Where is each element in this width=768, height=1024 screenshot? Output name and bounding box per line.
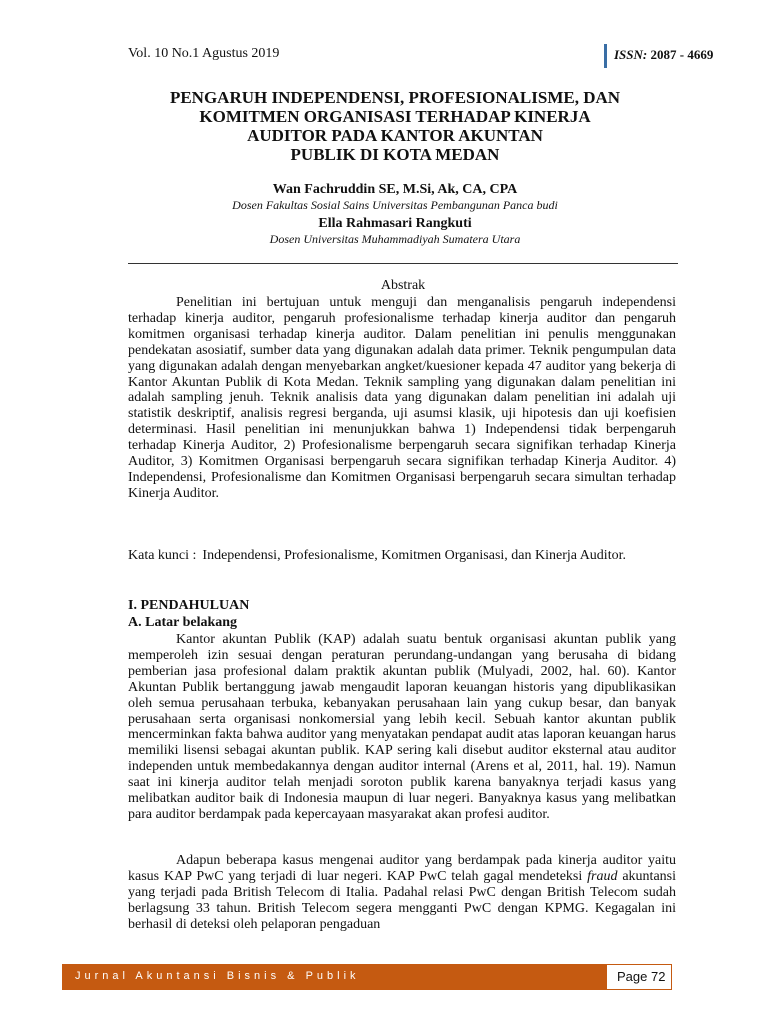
subsection-heading: A. Latar belakang [128, 615, 238, 630]
abstract-heading: Abstrak [380, 278, 426, 293]
emphasis-text: fraud [587, 868, 618, 884]
author-affiliation: Dosen Universitas Muhammadiyah Sumatera Utara [269, 232, 521, 246]
header-divider [604, 44, 607, 68]
section-heading: I. PENDAHULUAN [128, 598, 250, 613]
body-paragraph-1: Kantor akuntan Publik (KAP) adalah suatu bentuk organisasi akuntan publik yang memperoleh izin sesuai dengan peraturan perundang-undangan yang berusaha di bidang pemberian jasa profesional dalam praktik akuntan publik (Mulyadi, 2002, hal. 60). Kantor Akuntan Publik bertanggung jawab mengaudit laporan keuangan historis yang dipublikasikan oleh semua perusahaan terbuka, kebanyakan perusahaan lain yang cukup besar, dan banyak perusahaan serta organisasi nonkomersial yang lebih kecil. Sebuah kantor akuntan publik mencerminkan fakta bahwa auditor yang menyatakan pendapat audit atas laporan keuangan harus memiliki lisensi sebagai akuntan publik. KAP sering kali disebut auditor eksternal atau auditor independen untuk membedakannya dengan auditor internal (Arens et al, 2011, hal. 19). Namun saat ini kinerja auditor telah menjadi soroton publik karena banyaknya terjadi kasus yang melibatkan auditor baik di Indonesia maupun di luar negeri. Banyaknya kasus yang melibatkan para auditor berdampak pada kepercayaan masyarakat akan profesi auditor. [128, 632, 676, 822]
page-number: Page 72 [617, 969, 666, 984]
issn-label: ISSN: [614, 47, 648, 62]
title-line: KOMITMEN ORGANISASI TERHADAP KINERJA [199, 107, 591, 126]
author-block-1 [110, 182, 680, 213]
paper-title [110, 88, 680, 164]
issn-value: 2087 - 4669 [647, 47, 714, 62]
paragraph-text: Adapun beberapa kasus mengenai auditor yang berdampak pada kinerja auditor yaitu kasus KAP PwC yang terjadi di luar negeri. KAP PwC telah gagal mendeteksi [128, 853, 676, 884]
author-block-2 [110, 216, 680, 247]
keywords-label: Kata kunci : [128, 548, 197, 563]
page-number-box [605, 965, 671, 989]
issn [614, 47, 713, 63]
footer-journal-name: Jurnal Akuntansi Bisnis & Publik [75, 970, 360, 982]
author-name: Ella Rahmasari Rangkuti [318, 216, 472, 231]
paragraph-text: akuntansi yang terjadi pada British Telecom di Italia. Padahal relasi PwC dengan British Telecom sudah berlagsung 33 tahun. British Telecom segera mengganti PwC dengan KPMG. Kegagalan ini berhasil di deteksi oleh pelaporan pengaduan [128, 868, 677, 932]
title-line: PUBLIK DI KOTA MEDAN [290, 145, 500, 164]
title-line: PENGARUH INDEPENDENSI, PROFESIONALISME, DAN [169, 88, 621, 107]
author-name: Wan Fachruddin SE, M.Si, Ak, CA, CPA [272, 182, 518, 197]
journal-volume: Vol. 10 No.1 Agustus 2019 [128, 46, 280, 61]
author-affiliation: Dosen Fakultas Sosial Sains Universitas Pembangunan Panca budi [232, 198, 558, 212]
body-paragraph-2 [128, 853, 676, 933]
horizontal-rule [128, 263, 678, 264]
keywords [128, 548, 676, 564]
abstract-text: Penelitian ini bertujuan untuk menguji dan menganalisis pengaruh independensi terhadap kinerja auditor, pengaruh profesionalisme terhadap kinerja auditor dan pengaruh komitmen organisasi terhadap kinerja auditor. Dalam penelitian ini penulis menggunakan pendekatan asosiatif, sumber data yang digunakan adalah data primer. Teknik pengumpulan data yang digunakan adalah dengan menyebarkan angket/kuesioner kepada 47 auditor yang bekerja di Kantor Akuntan Publik di Kota Medan. Teknik sampling yang digunakan dalam penelitian ini adalah sampling jenuh. Teknik analisis data yang digunakan dalam penelitian ini adalah uji statistik deskriptif, analisis regresi berganda, uji asumsi klasik, uji hipotesis dan uji koefisien determinasi. Hasil penelitian ini menunjukkan bahwa 1) Independensi tidak berpengaruh terhadap Kinerja Auditor, 2) Profesionalisme berpengaruh secara signifikan terhadap Kinerja Auditor, 3) Komitmen Organisasi berpengaruh secara signifikan terhadap Kinerja Auditor. 4) Independensi, Profesionalisme dan Komitmen Organisasi berpengaruh secara simultan terhadap Kinerja Auditor. [128, 295, 676, 501]
keywords-text: Independensi, Profesionalisme, Komitmen Organisasi, dan Kinerja Auditor. [202, 548, 626, 563]
title-line: AUDITOR PADA KANTOR AKUNTAN [247, 126, 543, 145]
page-footer [62, 964, 672, 990]
